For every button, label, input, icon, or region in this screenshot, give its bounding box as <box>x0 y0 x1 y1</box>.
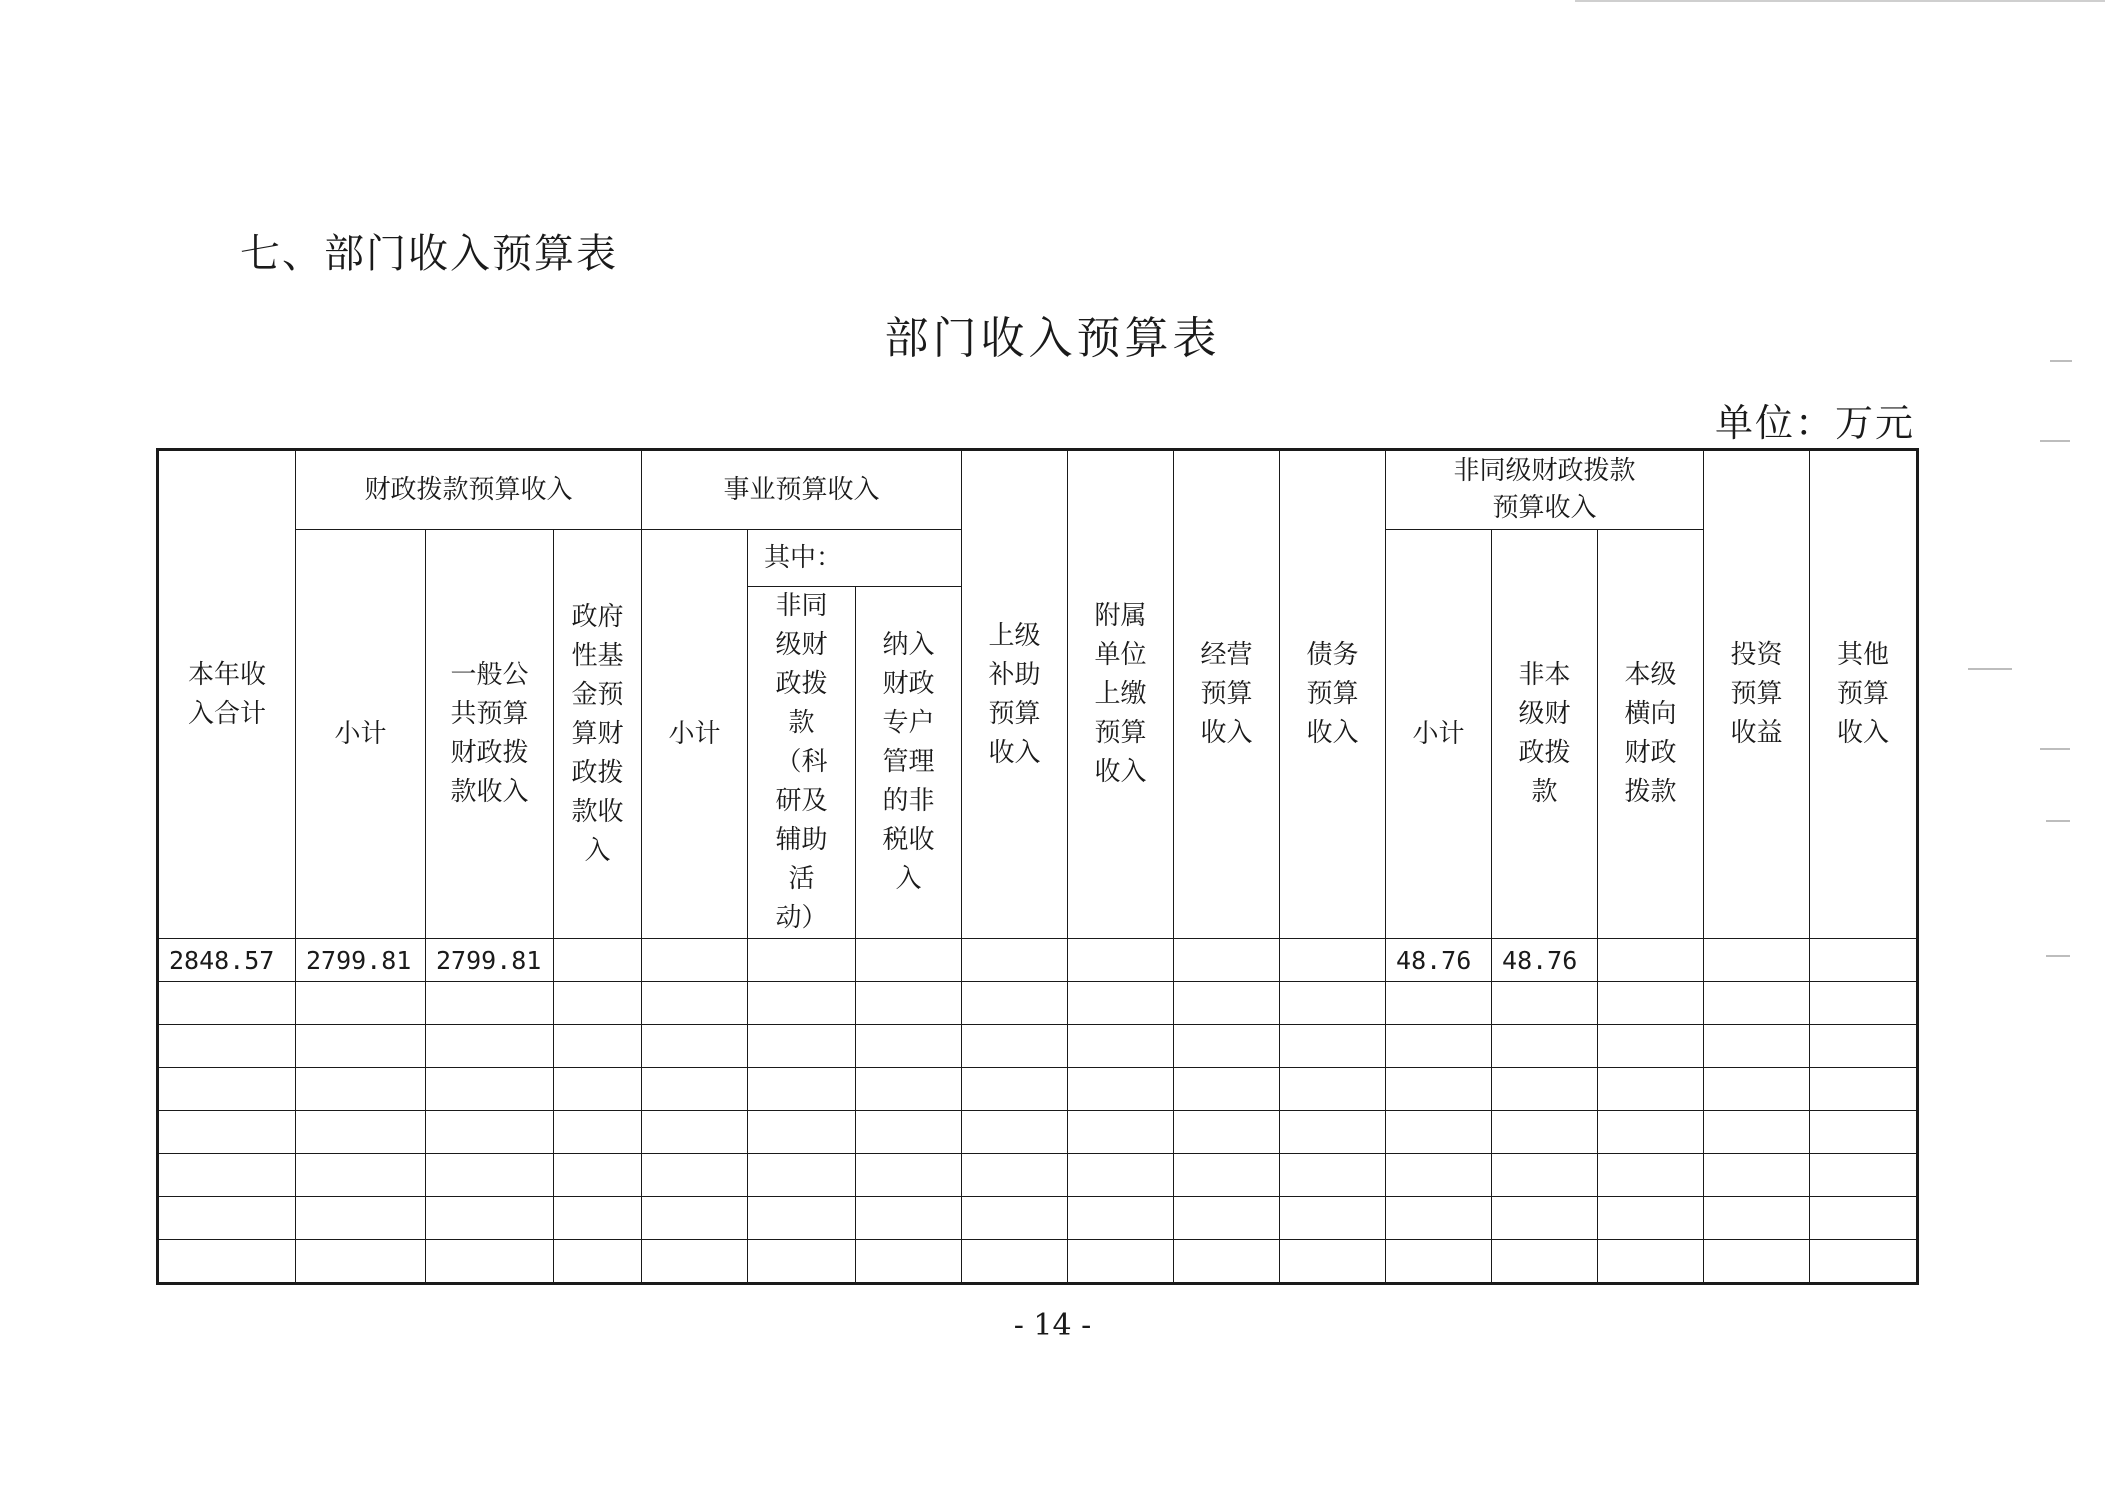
header-fiscal-subtotal: 小计 <box>296 530 426 939</box>
table-cell <box>1386 1240 1492 1284</box>
table-cell <box>1810 1025 1918 1068</box>
table-cell <box>1068 1240 1174 1284</box>
table-cell <box>426 982 554 1025</box>
table-cell <box>296 1111 426 1154</box>
table-cell <box>642 1240 748 1284</box>
table-cell <box>962 1240 1068 1284</box>
table-cell <box>856 939 962 982</box>
table-cell <box>1280 939 1386 982</box>
table-cell <box>158 1154 296 1197</box>
table-cell: 48.76 <box>1386 939 1492 982</box>
table-cell: 2799.81 <box>296 939 426 982</box>
table-cell <box>642 1154 748 1197</box>
table-cell <box>1068 939 1174 982</box>
table-cell <box>1704 1111 1810 1154</box>
table-cell <box>1492 1240 1598 1284</box>
scan-mark <box>2050 360 2072 362</box>
table-cell <box>1598 1197 1704 1240</box>
table-cell <box>426 1025 554 1068</box>
header-business-group: 事业预算收入 <box>642 450 962 530</box>
table-cell <box>1068 1068 1174 1111</box>
header-special-account: 纳入财政专户管理的非税收入 <box>856 587 962 939</box>
table-cell <box>642 1068 748 1111</box>
table-cell <box>296 1025 426 1068</box>
table-cell <box>856 1111 962 1154</box>
table-cell <box>426 1197 554 1240</box>
header-total: 本年收入合计 <box>158 450 296 939</box>
table-cell <box>1598 1111 1704 1154</box>
table-cell <box>426 1154 554 1197</box>
table-cell: 48.76 <box>1492 939 1598 982</box>
table-cell <box>748 1240 856 1284</box>
header-fiscal-group: 财政拨款预算收入 <box>296 450 642 530</box>
table-cell <box>1174 1111 1280 1154</box>
table-cell <box>1386 1197 1492 1240</box>
table-cell <box>642 939 748 982</box>
table-cell <box>1280 1025 1386 1068</box>
table-cell <box>1492 1197 1598 1240</box>
table-cell <box>1386 1111 1492 1154</box>
table-cell <box>962 1154 1068 1197</box>
table-cell <box>962 1068 1068 1111</box>
header-superior-subsidy: 上级补助预算收入 <box>962 450 1068 939</box>
table-cell <box>1810 1197 1918 1240</box>
table-cell <box>962 1111 1068 1154</box>
table-cell <box>1068 1197 1174 1240</box>
table-cell <box>296 1068 426 1111</box>
table-cell <box>1174 1197 1280 1240</box>
table-row <box>158 1068 1918 1111</box>
table-cell <box>1492 1025 1598 1068</box>
header-non-this-level: 非本级财政拨款 <box>1492 530 1598 939</box>
table-title: 部门收入预算表 <box>884 313 1221 364</box>
scan-mark <box>2046 955 2070 957</box>
table-cell <box>1704 982 1810 1025</box>
header-general-public: 一般公共预算财政拨款收入 <box>426 530 554 939</box>
table-cell <box>1810 1068 1918 1111</box>
header-business-subtotal: 小计 <box>642 530 748 939</box>
scan-mark <box>2040 748 2070 750</box>
table-cell <box>1280 982 1386 1025</box>
table-cell <box>1068 1111 1174 1154</box>
table-cell <box>856 1240 962 1284</box>
table-cell <box>1174 939 1280 982</box>
table-cell <box>554 939 642 982</box>
table-cell <box>554 1111 642 1154</box>
table-cell <box>554 982 642 1025</box>
table-cell <box>554 1240 642 1284</box>
table-cell <box>554 1154 642 1197</box>
table-row <box>158 982 1918 1025</box>
table-cell <box>554 1068 642 1111</box>
table-cell <box>856 1025 962 1068</box>
table-cell <box>962 1197 1068 1240</box>
table-cell <box>962 939 1068 982</box>
table-cell <box>962 982 1068 1025</box>
table-cell <box>426 1111 554 1154</box>
table-body <box>158 939 1918 1284</box>
header-other: 其他预算收入 <box>1810 450 1918 939</box>
header-investment: 投资预算收益 <box>1704 450 1810 939</box>
table-cell <box>748 1111 856 1154</box>
table-cell <box>748 1154 856 1197</box>
scan-mark <box>2040 440 2070 442</box>
table-cell <box>642 1197 748 1240</box>
table-cell <box>1704 1025 1810 1068</box>
table-cell <box>1068 982 1174 1025</box>
table-cell <box>1280 1197 1386 1240</box>
table-cell <box>642 1111 748 1154</box>
table-row <box>158 939 1918 982</box>
table-cell <box>1598 1025 1704 1068</box>
table-cell <box>1174 1240 1280 1284</box>
table-cell <box>1280 1154 1386 1197</box>
table-cell <box>296 1240 426 1284</box>
unit-label: 单位：万元 <box>1714 401 1915 445</box>
table-cell <box>1280 1240 1386 1284</box>
table-cell <box>158 982 296 1025</box>
table-cell <box>296 1154 426 1197</box>
table-cell <box>1386 982 1492 1025</box>
table-cell: 2848.57 <box>158 939 296 982</box>
table-cell <box>1492 982 1598 1025</box>
header-non-same-group: 非同级财政拨款预算收入 <box>1386 450 1704 530</box>
table-cell <box>554 1025 642 1068</box>
header-debt: 债务预算收入 <box>1280 450 1386 939</box>
table-cell <box>1810 1154 1918 1197</box>
table-cell <box>1810 1240 1918 1284</box>
table-cell <box>962 1025 1068 1068</box>
table-cell <box>1386 1025 1492 1068</box>
header-this-level-horizontal: 本级横向财政拨款 <box>1598 530 1704 939</box>
table-cell <box>1492 1111 1598 1154</box>
table-row <box>158 1240 1918 1284</box>
table-cell: 2799.81 <box>426 939 554 982</box>
header-non-same-level: 非同级财政拨款（科研及辅助活动） <box>748 587 856 939</box>
table-cell <box>1810 939 1918 982</box>
header-non-same-subtotal: 小计 <box>1386 530 1492 939</box>
table-cell <box>856 1068 962 1111</box>
table-cell <box>1598 982 1704 1025</box>
table-cell <box>642 1025 748 1068</box>
table-cell <box>1280 1068 1386 1111</box>
table-cell <box>1174 1068 1280 1111</box>
table-cell <box>1174 1154 1280 1197</box>
table-cell <box>1704 1240 1810 1284</box>
table-cell <box>748 1197 856 1240</box>
table-cell <box>158 1025 296 1068</box>
table-cell <box>158 1068 296 1111</box>
table-cell <box>1386 1154 1492 1197</box>
table-cell <box>296 982 426 1025</box>
table-cell <box>1810 982 1918 1025</box>
table-cell <box>1492 1154 1598 1197</box>
table-cell <box>1704 1197 1810 1240</box>
table-cell <box>748 1068 856 1111</box>
table-cell <box>426 1240 554 1284</box>
header-of-which: 其中： <box>748 530 962 587</box>
table-cell <box>856 1154 962 1197</box>
table-cell <box>426 1068 554 1111</box>
table-cell <box>158 1111 296 1154</box>
table-cell <box>856 982 962 1025</box>
header-affiliated-unit: 附属单位上缴预算收入 <box>1068 450 1174 939</box>
scan-mark <box>1968 668 2012 670</box>
table-cell <box>296 1197 426 1240</box>
section-heading: 七、部门收入预算表 <box>240 231 618 277</box>
table-cell <box>1174 1025 1280 1068</box>
table-cell <box>1598 1154 1704 1197</box>
table-cell <box>1704 1068 1810 1111</box>
header-operating: 经营预算收入 <box>1174 450 1280 939</box>
table-row <box>158 1154 1918 1197</box>
table-row <box>158 1111 1918 1154</box>
table-cell <box>158 1197 296 1240</box>
table-cell <box>1068 1025 1174 1068</box>
table-row <box>158 1025 1918 1068</box>
table-cell <box>748 982 856 1025</box>
table-cell <box>1704 939 1810 982</box>
table-cell <box>1068 1154 1174 1197</box>
table-row <box>158 1197 1918 1240</box>
table-cell <box>1598 1240 1704 1284</box>
table-cell <box>1810 1111 1918 1154</box>
table-cell <box>856 1197 962 1240</box>
table-cell <box>554 1197 642 1240</box>
table-cell <box>1174 982 1280 1025</box>
table-cell <box>642 982 748 1025</box>
page-number: - 14 - <box>1013 1308 1092 1343</box>
table-cell <box>1492 1068 1598 1111</box>
table-cell <box>1386 1068 1492 1111</box>
table-cell <box>1704 1154 1810 1197</box>
table-cell <box>1280 1111 1386 1154</box>
header-gov-fund: 政府性基金预算财政拨款收入 <box>554 530 642 939</box>
table-cell <box>1598 1068 1704 1111</box>
table-cell <box>748 939 856 982</box>
income-budget-table <box>156 448 1919 1285</box>
table-cell <box>158 1240 296 1284</box>
scan-mark <box>2046 820 2070 822</box>
table-cell <box>748 1025 856 1068</box>
scan-edge-line <box>1575 0 2105 2</box>
table-cell <box>1598 939 1704 982</box>
